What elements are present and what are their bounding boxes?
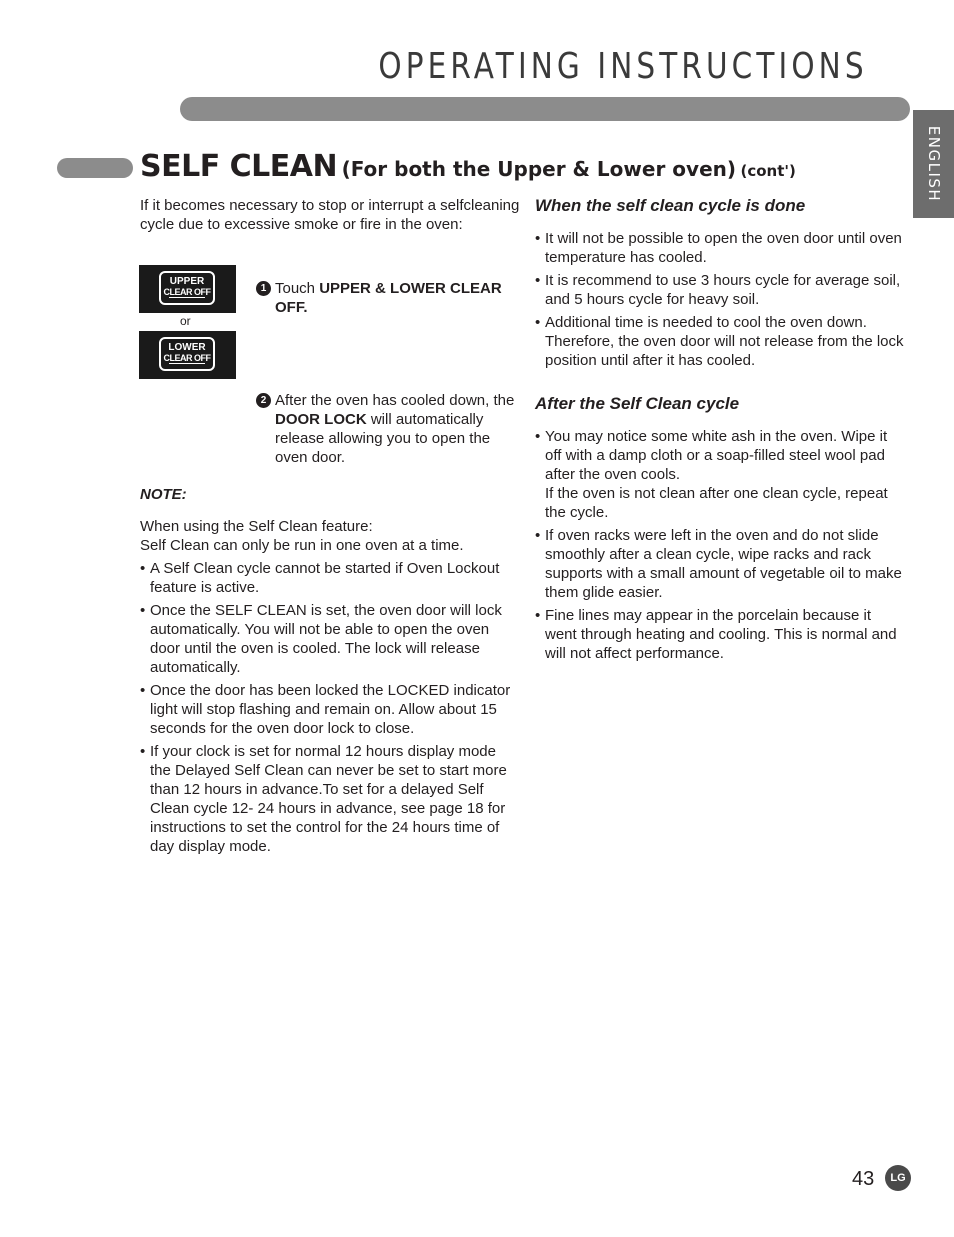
upper-clear-off-button-image: UPPER CLEAR OFF bbox=[139, 265, 236, 313]
lower-clear-off-button-image: LOWER CLEAR OFF bbox=[139, 331, 236, 379]
list-item: • It is recommend to use 3 hours cycle for average soil, and 5 hours cycle for heavy soil. bbox=[535, 271, 905, 309]
list-item: • It will not be possible to open the oven door until oven temperature has cooled. bbox=[535, 229, 905, 267]
list-item: • If your clock is set for normal 12 hours display mode the Delayed Self Clean can never be set to start more than 12 hours in advance.To set for a delayed Self Clean cycle 12- 24 hours in advance, see page 18 for instructions to set the control for the 24 hours time of day display mode. bbox=[140, 742, 520, 856]
step-2-number: 2 bbox=[256, 393, 271, 408]
list-item: • If oven racks were left in the oven and do not slide smoothly after a clean cycle, wipe racks and rack supports with a small amount of vegetable oil to make them glide easier. bbox=[535, 526, 905, 602]
heading-after-cycle: After the Self Clean cycle bbox=[535, 394, 740, 413]
page-number: 43 bbox=[852, 1168, 875, 1190]
left-column bbox=[140, 196, 520, 234]
list-item: • Once the SELF CLEAN is set, the oven door will lock automatically. You will not be able to open the oven door until the oven is cooled. The lock will release automatically. bbox=[140, 601, 520, 677]
heading-cycle-done: When the self clean cycle is done bbox=[535, 196, 806, 215]
step-1: 1 Touch UPPER & LOWER CLEAR OFF. bbox=[256, 279, 518, 317]
list-item: • Once the door has been locked the LOCKED indicator light will stop flashing and remain on. Allow about 15 seconds for the oven door lock to close. bbox=[140, 681, 520, 738]
step-2: 2 After the oven has cooled down, the DOOR LOCK will automatically release allowing you to open the oven door. bbox=[256, 391, 518, 467]
list-item: • You may notice some white ash in the oven. Wipe it off with a damp cloth or a soap-filled steel wool pad after the oven cools. If the oven is not clean after one clean cycle, repeat the cycle. bbox=[535, 427, 905, 522]
page-header-title: OPERATING INSTRUCTIONS bbox=[378, 46, 868, 87]
or-label: or bbox=[180, 314, 191, 328]
title-pill bbox=[57, 158, 133, 178]
section-title bbox=[140, 149, 796, 184]
note-heading: NOTE: bbox=[140, 486, 187, 503]
right-column bbox=[535, 196, 905, 667]
intro-text: If it becomes necessary to stop or interrupt a selfcleaning cycle due to excessive smoke or fire in the oven: bbox=[140, 197, 520, 233]
note-line-2: Self Clean can only be run in one oven at a time. bbox=[140, 537, 464, 554]
section-title-sub: (For both the Upper & Lower oven) bbox=[341, 157, 737, 181]
step-1-number: 1 bbox=[256, 281, 271, 296]
list-item: • Fine lines may appear in the porcelain because it went through heating and cooling. This is normal and will not affect performance. bbox=[535, 606, 905, 663]
language-tab bbox=[913, 110, 954, 218]
lg-logo-icon: LG bbox=[885, 1165, 911, 1191]
cycle-done-bullets bbox=[535, 229, 905, 370]
list-item: • A Self Clean cycle cannot be started if Oven Lockout feature is active. bbox=[140, 559, 520, 597]
note-line-1: When using the Self Clean feature: bbox=[140, 518, 373, 535]
note-block bbox=[140, 485, 520, 860]
list-item: • Additional time is needed to cool the oven down. Therefore, the oven door will not release from the lock position until after it has cooled. bbox=[535, 313, 905, 370]
section-title-main: SELF CLEAN bbox=[140, 149, 338, 184]
note-bullets bbox=[140, 559, 520, 856]
language-label: ENGLISH bbox=[924, 125, 943, 203]
section-title-cont: (cont') bbox=[740, 162, 796, 180]
header-bar bbox=[180, 97, 910, 121]
after-cycle-bullets bbox=[535, 427, 905, 663]
